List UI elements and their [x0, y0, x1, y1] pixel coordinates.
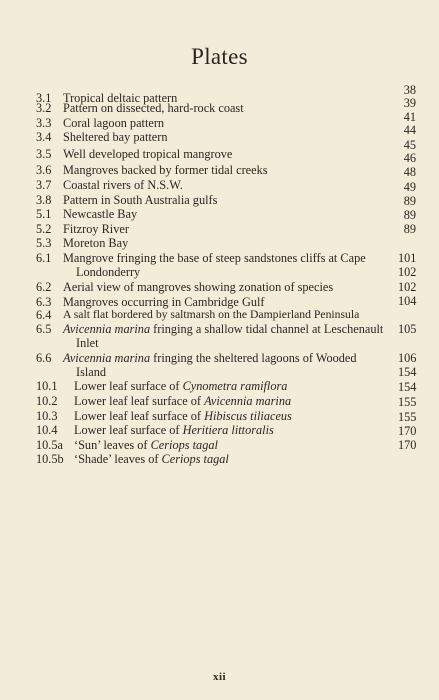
page-number: 170: [398, 424, 417, 438]
page-number: 106: [398, 351, 417, 365]
plate-caption: Mangroves occurring in Cambridge Gulf: [63, 295, 265, 309]
plate-caption: Pattern in South Australia gulfs: [63, 193, 218, 207]
plate-caption-continuation: Inlet: [76, 336, 99, 350]
page-number: 38: [403, 83, 416, 97]
plate-number: 6.2: [36, 280, 52, 294]
page-number: 41: [403, 110, 416, 124]
page-number: 39: [403, 96, 416, 110]
plate-number: 3.1: [36, 91, 52, 105]
plate-caption: [74, 438, 218, 452]
plate-caption: A salt flat bordered by saltmarsh on the Dampierland Peninsula: [63, 308, 360, 321]
plate-caption-line: ‘Shade’ leaves of: [74, 452, 162, 466]
plate-number: 3.3: [36, 116, 52, 130]
plate-caption-line: Lower leaf surface of: [74, 379, 183, 393]
plate-caption: Aerial view of mangroves showing zonation of species: [63, 280, 334, 294]
plate-number: 3.7: [36, 178, 52, 192]
plate-caption-line: ‘Sun’ leaves of: [74, 438, 151, 452]
plate-number: 3.4: [36, 130, 52, 144]
page-number: 170: [398, 438, 417, 452]
page-number: 101: [398, 251, 417, 265]
plate-caption: Sheltered bay pattern: [63, 130, 168, 144]
plate-number: 5.3: [36, 236, 52, 250]
page-folio: xii: [212, 671, 227, 683]
plate-number: 6.6: [36, 351, 52, 365]
plate-caption: [63, 351, 357, 379]
plate-caption: [63, 322, 383, 350]
plate-number: 3.2: [36, 101, 52, 115]
plate-caption-line: Lower leaf leaf surface of: [74, 394, 205, 408]
plate-number: 6.1: [36, 251, 52, 265]
page-number: 46: [403, 151, 416, 165]
species-name: Cynometra ramiflora: [182, 379, 288, 393]
plate-caption-line: fringing the sheltered lagoons of Wooded: [150, 351, 357, 365]
plate-number: 10.2: [36, 394, 58, 408]
plate-caption-line: Lower leaf leaf surface of: [74, 409, 205, 423]
page-number: 104: [398, 294, 417, 308]
page-number: 89: [403, 222, 416, 236]
plate-number: 10.3: [36, 409, 58, 423]
plate-caption: [74, 423, 274, 437]
plate-caption: [63, 251, 366, 279]
plate-caption: [74, 394, 291, 408]
plate-number: 3.8: [36, 193, 52, 207]
species-name: Ceriops tagal: [161, 452, 229, 466]
plate-number: 6.4: [36, 308, 52, 322]
species-name: Heritiera littoralis: [182, 423, 274, 437]
species-name: Avicennia marina: [63, 322, 151, 336]
plate-caption: Tropical deltaic pattern: [63, 91, 178, 105]
plate-caption: [74, 452, 229, 466]
plate-caption-line: Mangrove fringing the base of steep sandstones cliffs at Cape: [63, 251, 366, 265]
page-number: 105: [398, 322, 417, 336]
species-name: Hibiscus tiliaceus: [204, 409, 292, 423]
species-name: Ceriops tagal: [150, 438, 218, 452]
plate-caption: Moreton Bay: [63, 236, 129, 250]
page-number: 102: [398, 280, 417, 294]
plate-number: 10.4: [36, 423, 58, 437]
page-number: 155: [398, 395, 417, 409]
plate-caption: Well developed tropical mangrove: [63, 147, 233, 161]
plate-caption: [74, 379, 287, 393]
plate-number: 10.1: [36, 379, 58, 393]
page-number: 49: [403, 180, 416, 194]
species-name: Avicennia marina: [204, 394, 292, 408]
plate-caption: [74, 409, 292, 423]
page-number: 44: [403, 123, 416, 137]
species-name: Avicennia marina: [63, 351, 151, 365]
plate-caption: Newcastle Bay: [63, 207, 138, 221]
page-number: 89: [403, 208, 416, 222]
plate-number: 10.5b: [36, 452, 64, 466]
plate-number: 5.2: [36, 222, 52, 236]
page-number: 45: [403, 138, 416, 152]
page-number: 89: [403, 194, 416, 208]
page-number: 154: [398, 365, 417, 379]
plate-caption: Mangroves backed by former tidal creeks: [63, 163, 268, 177]
page-number: 48: [403, 165, 416, 179]
plate-caption: Fitzroy River: [63, 222, 129, 236]
plate-caption-line: Lower leaf surface of: [74, 423, 183, 437]
plate-caption: Pattern on dissected, hard-rock coast: [63, 101, 244, 115]
page-title: Plates: [191, 44, 248, 69]
plate-number: 3.6: [36, 163, 52, 177]
page-number: 102: [398, 265, 417, 279]
plate-caption-continuation: Londonderry: [76, 265, 141, 279]
plate-caption-line: fringing a shallow tidal channel at Leschenault: [150, 322, 384, 336]
plate-caption-continuation: Island: [76, 365, 107, 379]
plate-caption: Coastal rivers of N.S.W.: [63, 178, 183, 192]
plate-number: 10.5a: [36, 438, 63, 452]
plate-number: 6.3: [36, 295, 52, 309]
plate-number: 6.5: [36, 322, 52, 336]
page-number: 154: [398, 380, 417, 394]
plate-number: 5.1: [36, 207, 52, 221]
plate-number: 3.5: [36, 147, 52, 161]
page-number: 155: [398, 410, 417, 424]
plate-caption: Coral lagoon pattern: [63, 116, 165, 130]
